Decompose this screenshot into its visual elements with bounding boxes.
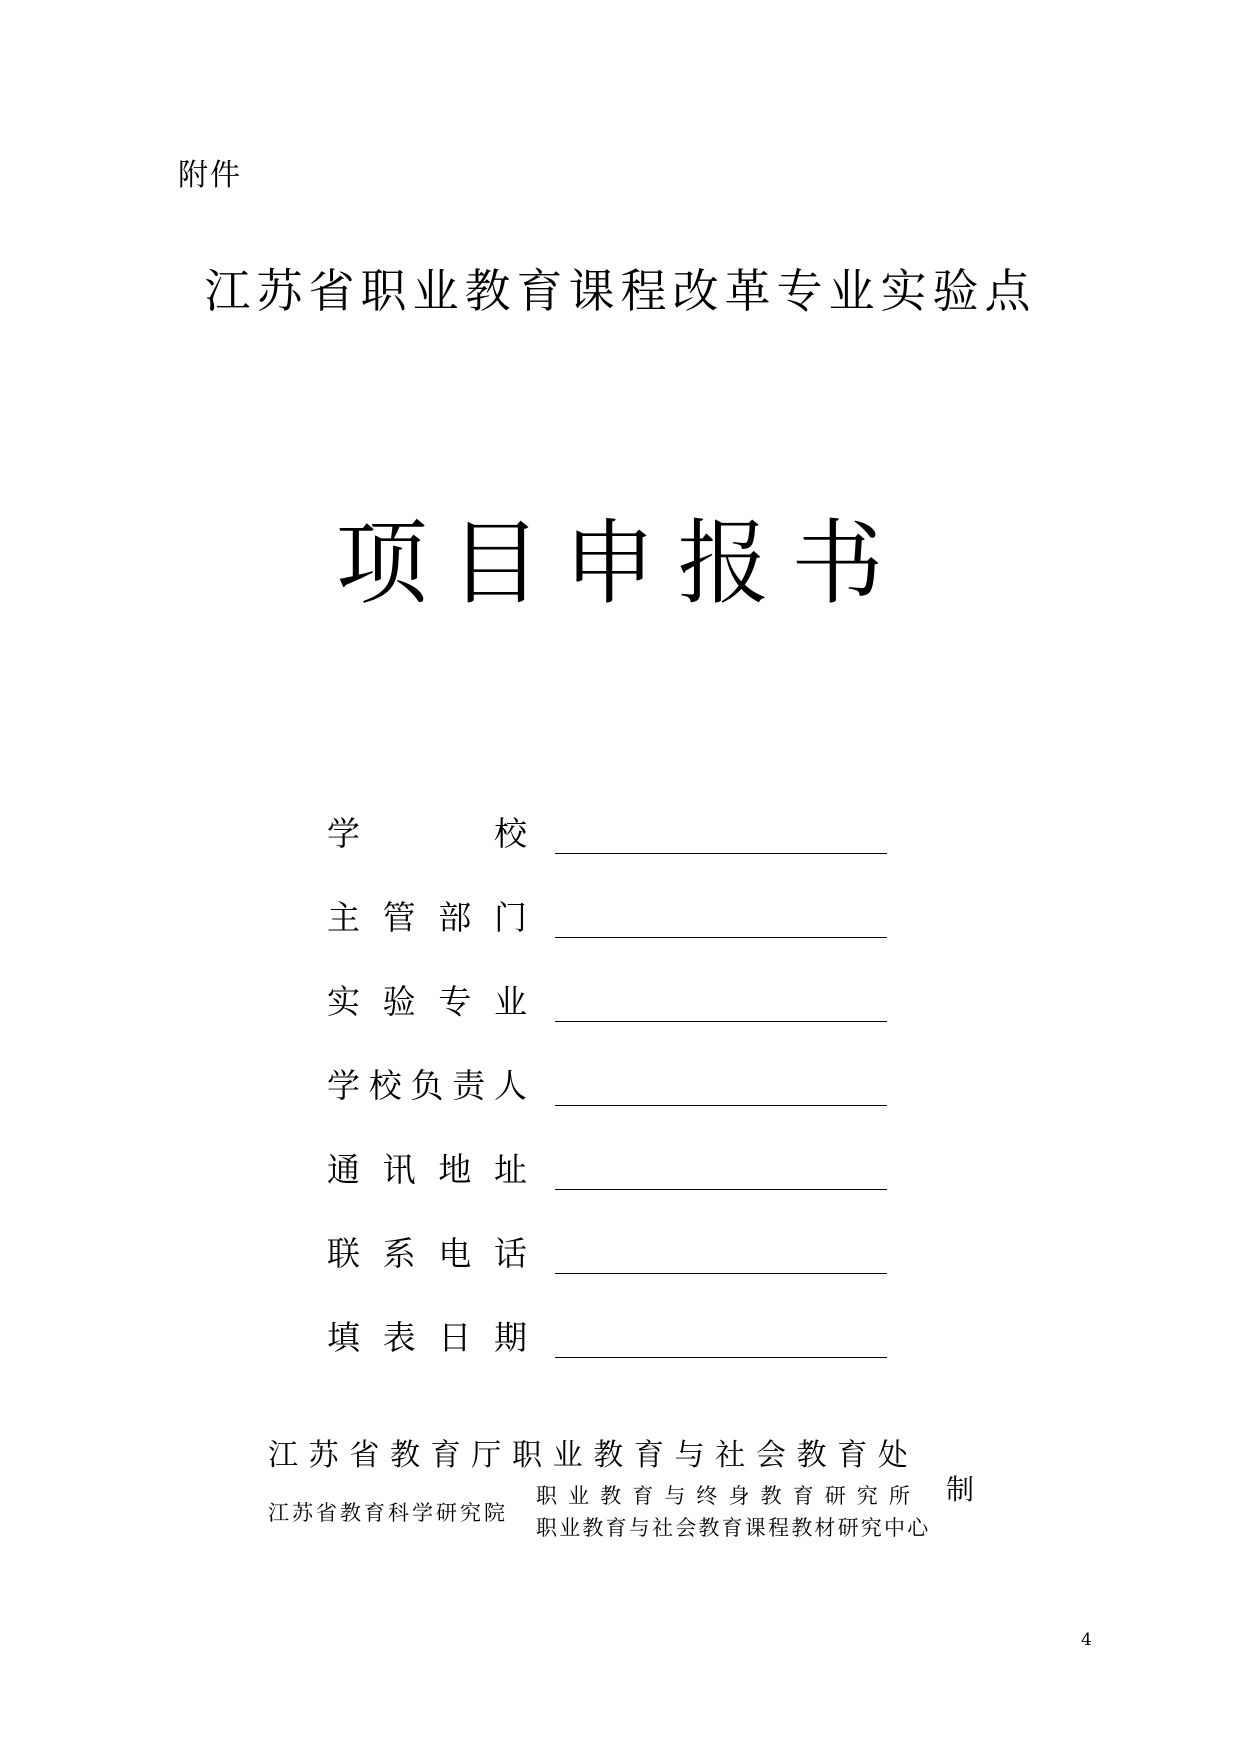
form-field-label: 填 表 日 期 [327, 1318, 527, 1357]
form-field-row [327, 1022, 887, 1106]
form-field-label: 实 验 专 业 [327, 982, 527, 1021]
form-field-blank[interactable] [555, 1157, 887, 1190]
form-field-label: 联 系 电 话 [327, 1234, 527, 1273]
form-field-blank[interactable] [555, 1325, 887, 1358]
issuer-sub-units [536, 1480, 931, 1542]
issuer-sub-unit-1: 职 业 教 育 与 终 身 教 育 研 究 所 [536, 1484, 910, 1508]
form-field-row [327, 1190, 887, 1274]
form-field-label: 主 管 部 门 [327, 898, 527, 937]
issuer-institute: 江苏省教育科学研究院 [268, 1501, 508, 1525]
form-field-row [327, 938, 887, 1022]
form-field-row [327, 770, 887, 854]
form-field-blank[interactable] [555, 1241, 887, 1274]
form-field-label: 通 讯 地 址 [327, 1150, 527, 1189]
form-field-label: 学 校 [327, 814, 527, 853]
form-field-row [327, 1274, 887, 1358]
main-title: 江苏省职业教育课程改革专业实验点 [204, 264, 1037, 318]
issuer-suffix: 制 [946, 1473, 975, 1506]
form-field-blank[interactable] [555, 1073, 887, 1106]
form-field-label: 学 校 负 责 人 [327, 1066, 527, 1105]
form-field-blank[interactable] [555, 989, 887, 1022]
form-field-row [327, 1106, 887, 1190]
form-field-row [327, 854, 887, 938]
form-field-blank[interactable] [555, 905, 887, 938]
form-field-blank[interactable] [555, 821, 887, 854]
attachment-label: 附件 [178, 158, 242, 193]
issuer-sub-unit-2: 职业教育与社会教育课程教材研究中心 [536, 1516, 931, 1540]
page-number: 4 [1081, 1630, 1092, 1650]
issuer-department: 江 苏 省 教 育 厅 职 业 教 育 与 社 会 教 育 处 [268, 1438, 908, 1473]
document-title: 项目申报书 [335, 510, 906, 617]
form-fields [327, 770, 887, 1358]
